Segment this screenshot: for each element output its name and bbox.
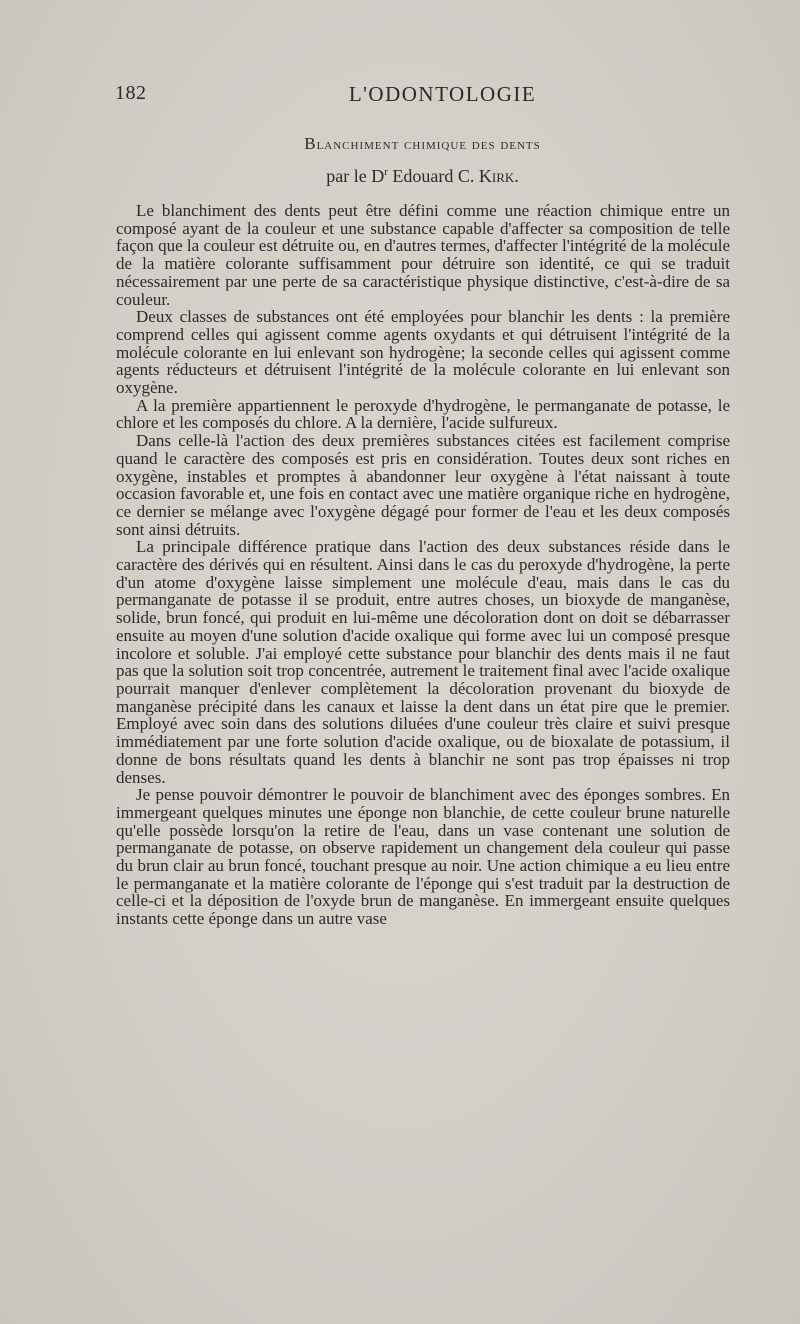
article-title-initial: B xyxy=(304,134,317,153)
byline-title-suffix: r xyxy=(384,166,388,178)
article-title xyxy=(115,134,730,154)
journal-title: L'ODONTOLOGIE xyxy=(348,82,537,106)
byline-prefix: par le D xyxy=(326,166,385,186)
article-title-rest: lanchiment chimique des dents xyxy=(316,137,541,153)
running-head xyxy=(115,82,730,112)
paragraph: Le blanchiment des dents peut être défini comme une réaction chimique entre un composé ayant de la couleur et une substance capable d'affecter sa composition de telle façon que la couleur est détruite ou, en d'autres termes, d'affecter l'intégrité de la molécule de la matière colorante suffisamment pour détruire son identité, ce qui se traduit nécessairement par une perte de sa caractéristique physique distinctive, c'est-à-dire de sa couleur. xyxy=(116,201,730,309)
byline-name: Edouard C. xyxy=(387,166,479,186)
byline-end: . xyxy=(514,166,519,186)
author-byline xyxy=(115,166,730,187)
article-body xyxy=(116,202,730,928)
paragraph: Deux classes de substances ont été employées pour blanchir les dents : la première comprend celles qui agissent comme agents oxydants et qui détruisent l'intégrité de la molécule colorante en lui enlevant son hydrogène; la seconde celles qui agissent comme agents réducteurs et détruisent l'intégrité de la molécule colorante en lui enlevant son oxygène. xyxy=(116,307,730,398)
paragraph: La principale différence pratique dans l'action des deux substances réside dans le caractère des dérivés qui en résultent. Ainsi dans le cas du peroxyde d'hydrogène, la perte d'un atome d'oxygène laisse simplement une molécule d'eau, mais dans le cas du permanganate de potasse il se produit, entre autres choses, un bioxyde de manganèse, solide, brun foncé, qui produit en lui-même une décoloration dont on doit se débarrasser ensuite au moyen d'une solution d'acide oxalique qui forme avec lui un composé presque incolore et soluble. J'ai employé cette substance pour blanchir des dents mais il ne faut pas que la solution soit trop concentrée, autrement le traitement final avec l'acide oxalique pourrait manquer d'enlever complètement la décoloration provenant du bioxyde de manganèse précipité dans les canaux et laisse la dent dans un état pire que le premier. Employé avec soin dans des solutions diluées d'une couleur très claire et suivi presque immédiatement par une forte solution d'acide oxalique, ou de bioxalate de potassium, il donne de bons résultats quand les dents à blanchir ne sont pas trop épaisses ni trop denses. xyxy=(116,537,730,787)
paragraph: Je pense pouvoir démontrer le pouvoir de blanchiment avec des éponges sombres. En immergeant quelques minutes une éponge non blanchie, de cette couleur brune naturelle qu'elle possède lorsqu'on la retire de l'eau, dans un vase contenant une solution de permanganate de potasse, on observe rapidement un changement dela couleur qui passe du brun clair au brun foncé, touchant presque au noir. Une action chimique a eu lieu entre le permanganate et la matière colorante de l'éponge qui s'est traduit par la destruction de celle-ci et la déposition de l'oxyde brun de manganèse. En immergeant ensuite quelques instants cette éponge dans un autre vase xyxy=(116,785,730,929)
byline-surname: Kirk xyxy=(478,166,515,186)
page-number: 182 xyxy=(115,82,147,104)
paragraph: A la première appartiennent le peroxyde d'hydrogène, le permanganate de potasse, le chlore et les composés du chlore. A la dernière, l'acide sulfureux. xyxy=(116,395,730,433)
paragraph: Dans celle-là l'action des deux premières substances citées est facilement comprise quand le caractère des composés est pris en considération. Toutes deux sont riches en oxygène, instables et promptes à abandonner leur oxygène à l'état naissant à toute occasion favorable et, une fois en contact avec une matière organique riche en hydrogène, ce dernier se mélange avec l'oxygène dégagé pour former de l'eau et les deux composés sont ainsi détruits. xyxy=(116,431,730,539)
